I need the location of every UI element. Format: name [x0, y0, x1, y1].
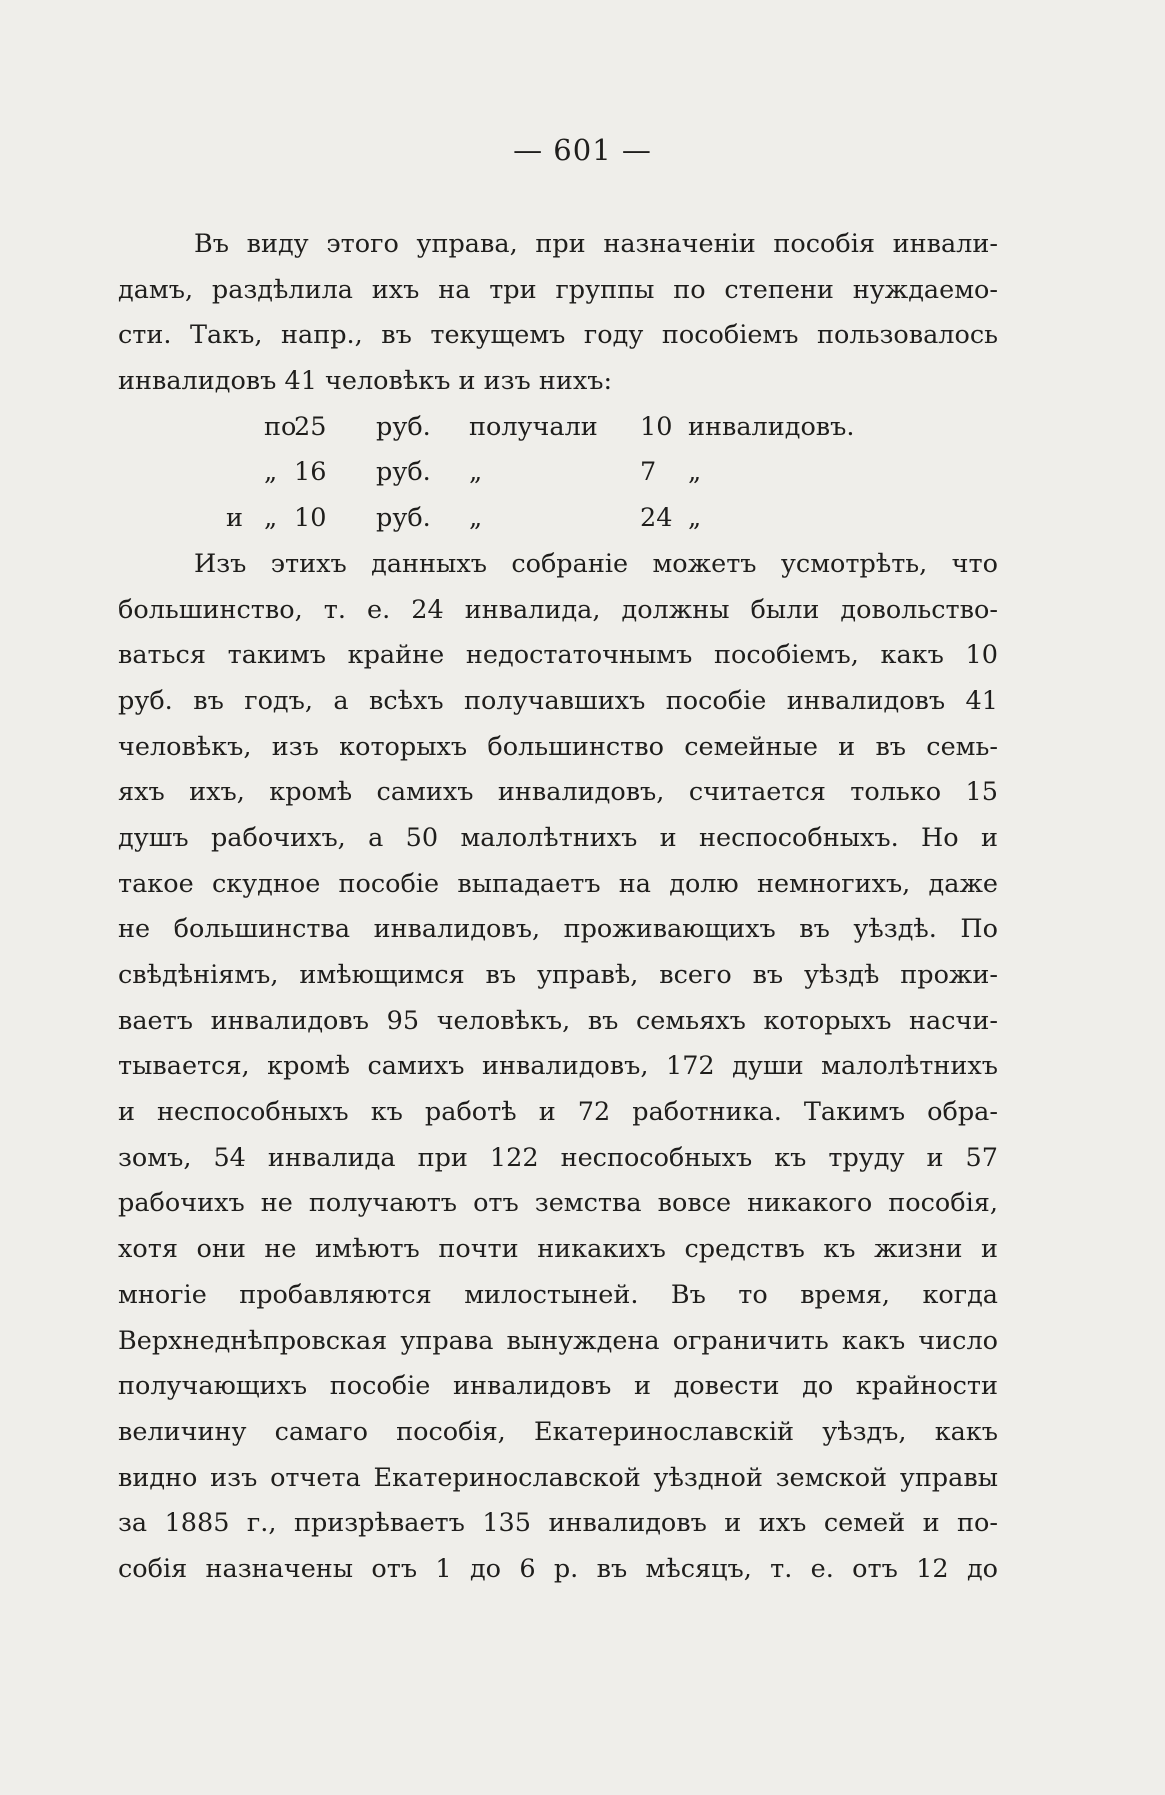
paragraph-2-line: видно изъ отчета Екатеринославской уѣздной земской управы — [118, 1462, 998, 1493]
page-number: — 601 — — [513, 133, 652, 167]
paragraph-1-line: сти. Такъ, напр., въ текущемъ году пособіемъ пользовалось — [118, 320, 998, 351]
row-noun: инвалидовъ. — [688, 411, 855, 442]
paragraph-2-line: такое скудное пособіе выпадаетъ на долю немногихъ, даже — [118, 868, 998, 899]
paragraph-1-line: инвалидовъ 41 человѣкъ и изъ нихъ: — [118, 366, 613, 397]
paragraph-1-line: Въ виду этого управа, при назначеніи пособія инвали- — [194, 229, 998, 259]
paragraph-2-line: душъ рабочихъ, а 50 малолѣтнихъ и неспособныхъ. Но и — [118, 822, 998, 853]
paragraph-2-line: руб. въ годъ, а всѣхъ получавшихъ пособіе инвалидовъ 41 — [118, 685, 998, 716]
paragraph-2-line: яхъ ихъ, кромѣ самихъ инвалидовъ, считается только 15 — [118, 777, 998, 808]
paragraph-1-line: дамъ, раздѣлила ихъ на три группы по степени нуждаемо- — [118, 274, 998, 305]
row-noun: „ — [688, 503, 702, 534]
row-count: 7 — [640, 457, 657, 488]
row-preposition: „ — [264, 457, 278, 488]
paragraph-2-line: хотя они не имѣютъ почти никакихъ средствъ къ жизни и — [118, 1234, 998, 1265]
row-amount: 16 — [294, 457, 327, 488]
row-currency: руб. — [376, 457, 431, 488]
benefit-table-row — [118, 450, 998, 496]
row-count: 10 — [640, 411, 673, 442]
paragraph-2-line: ваться такимъ крайне недостаточнымъ пособіемъ, какъ 10 — [118, 640, 998, 671]
paragraph-2-line: тывается, кромѣ самихъ инвалидовъ, 172 души малолѣтнихъ — [118, 1051, 998, 1082]
paragraph-2-line: собія назначены отъ 1 до 6 р. въ мѣсяцъ, т. е. отъ 12 до — [118, 1553, 998, 1584]
paragraph-2-line: величину самаго пособія, Екатеринославскій уѣздъ, какъ — [118, 1416, 998, 1447]
paragraph-2-line: многіе пробавляются милостыней. Въ то время, когда — [118, 1279, 998, 1310]
row-amount: 10 — [294, 503, 327, 534]
benefit-table-row — [118, 496, 998, 542]
paragraph-2-line: и неспособныхъ къ работѣ и 72 работника. Такимъ обра- — [118, 1097, 998, 1128]
paragraph-2-line: зомъ, 54 инвалида при 122 неспособныхъ къ труду и 57 — [118, 1142, 998, 1173]
paragraph-2-line: получающихъ пособіе инвалидовъ и довести до крайности — [118, 1371, 998, 1402]
body-text — [118, 222, 998, 1593]
paragraph-2-line: ваетъ инвалидовъ 95 человѣкъ, въ семьяхъ которыхъ насчи- — [118, 1005, 998, 1036]
row-verb: получали — [469, 411, 598, 442]
paragraph-2-line: Изъ этихъ данныхъ собраніе можетъ усмотрѣть, что — [194, 548, 998, 579]
paragraph-2-line: Верхнеднѣпровская управа вынуждена ограничить какъ число — [118, 1325, 998, 1356]
paragraph-2-line: свѣдѣніямъ, имѣющимся въ управѣ, всего въ уѣздѣ прожи- — [118, 960, 998, 990]
row-conjunction: и — [226, 503, 243, 534]
row-amount: 25 — [294, 411, 327, 442]
row-noun: „ — [688, 457, 702, 488]
paragraph-2-line: большинство, т. е. 24 инвалида, должны были довольство- — [118, 594, 998, 625]
paragraph-2-line: не большинства инвалидовъ, проживающихъ въ уѣздѣ. По — [118, 914, 998, 945]
row-currency: руб. — [376, 411, 431, 442]
row-verb: „ — [469, 457, 483, 488]
row-currency: руб. — [376, 503, 431, 534]
paragraph-2-line: за 1885 г., призрѣваетъ 135 инвалидовъ и ихъ семей и по- — [118, 1508, 998, 1539]
row-count: 24 — [640, 503, 673, 534]
row-preposition: по — [264, 411, 297, 442]
paragraph-2-line: рабочихъ не получаютъ отъ земства вовсе никакого пособія, — [118, 1188, 998, 1219]
row-verb: „ — [469, 503, 483, 534]
row-preposition: „ — [264, 503, 278, 534]
paragraph-2-line: человѣкъ, изъ которыхъ большинство семейные и въ семь- — [118, 731, 998, 762]
benefit-table-row — [118, 405, 998, 451]
